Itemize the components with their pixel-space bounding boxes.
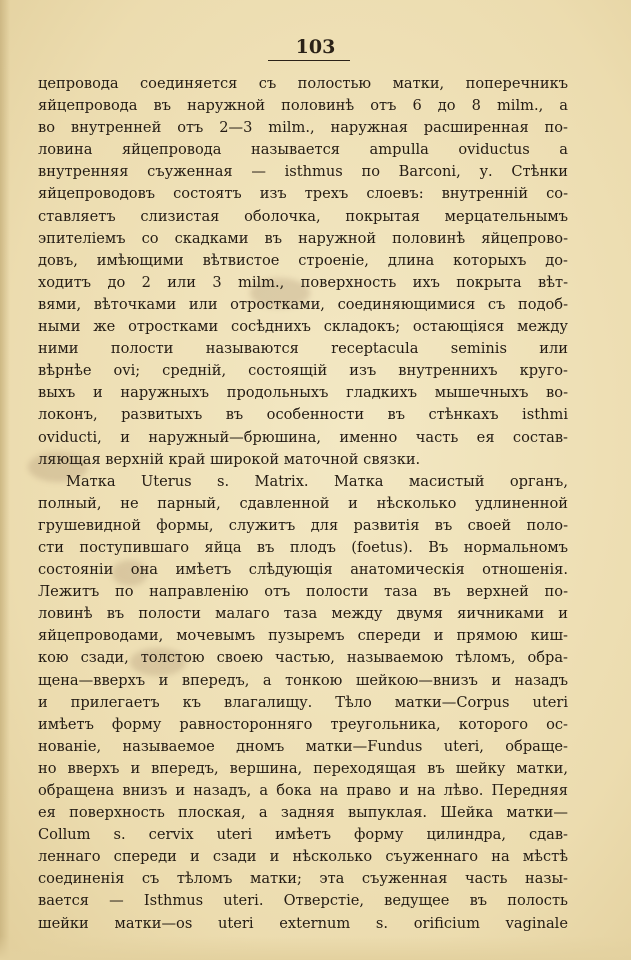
text-line: вѣрнѣе ovi; средній, состоящій изъ внутреннихъ круго- — [38, 362, 568, 380]
text-line: имѣетъ форму равносторонняго треугольника, которого ос- — [38, 715, 568, 733]
text-line: яйцепроводовъ состоятъ изъ трехъ слоевъ: внутренній со- — [38, 185, 568, 203]
text-line: шейки матки—os uteri externum s. orificium vaginale — [38, 914, 568, 932]
text-line: нованіе, называемое дномъ матки—Fundus uteri, обраще- — [38, 737, 568, 755]
text-line: довъ, имѣющими вѣтвистое строеніе, длина которыхъ до- — [38, 251, 568, 269]
text-line: состояніи она имѣетъ слѣдующія анатомическія отношенія. — [38, 561, 568, 579]
text-line: щена—вверхъ и впередъ, а тонкою шейкою—внизъ и назадъ — [38, 671, 568, 689]
text-line: выхъ и наружныхъ продольныхъ гладкихъ мышечныхъ во- — [38, 384, 568, 402]
text-line: цепровода соединяется съ полостью матки, поперечникъ — [38, 75, 568, 92]
text-line: вается — Isthmus uteri. Отверстіе, ведущее въ полость — [38, 892, 568, 910]
text-line: грушевидной формы, служитъ для развитія въ своей поло- — [38, 516, 568, 534]
paragraph-end-line: ляющая верхній край широкой маточной связки. — [38, 450, 421, 468]
text-line: внутренняя съуженная — isthmus по Barconi, у. Стѣнки — [38, 163, 568, 181]
text-line: сти поступившаго яйца въ плодъ (foetus). Въ нормальномъ — [38, 538, 568, 556]
text-line: локонъ, развитыхъ въ особенности въ стѣнкахъ isthmi — [38, 406, 568, 424]
text-line: ставляетъ слизистая оболочка, покрытая мерцательнымъ — [38, 207, 568, 225]
text-line: oviducti, и наружный—брюшина, именно часть ея состав- — [38, 428, 568, 446]
page-number: 103 — [295, 36, 336, 58]
text-line: вями, вѣточками или отростками, соединяющимися съ подоб- — [38, 295, 568, 313]
page-bottom-shadow — [0, 936, 631, 960]
page-edge-shadow — [0, 0, 10, 960]
body-text — [38, 73, 568, 935]
text-line: но вверхъ и впередъ, вершина, переходящая въ шейку матки, — [38, 759, 568, 777]
text-line: соединенія съ тѣломъ матки; эта съуженная часть назы- — [38, 870, 568, 888]
text-line: ными же отростками сосѣднихъ складокъ; остающіяся между — [38, 318, 568, 336]
text-line: во внутренней отъ 2—3 milm., наружная расширенная по- — [38, 119, 568, 137]
text-line: ними полости называются receptacula seminis или — [38, 340, 568, 358]
text-line: и прилегаетъ къ влагалищу. Тѣло матки—Corpus uteri — [38, 693, 568, 711]
text-line: леннаго спереди и сзади и нѣсколько съуженнаго на мѣстѣ — [38, 848, 568, 866]
text-line: Collum s. cervix uteri имѣетъ форму цилиндра, сдав- — [38, 826, 568, 844]
text-line: ловинѣ въ полости малаго таза между двумя яичниками и — [38, 605, 568, 623]
text-line: полный, не парный, сдавленной и нѣсколько удлиненной — [38, 494, 568, 512]
header-rule — [268, 60, 350, 61]
text-line: обращена внизъ и назадъ, а бока на право и на лѣво. Передняя — [38, 782, 568, 799]
text-line: ея поверхность плоская, а задняя выпуклая. Шейка матки— — [38, 804, 568, 822]
text-line: кою сзади, толстою своею частью, называемою тѣломъ, обра- — [38, 649, 568, 667]
text-line: яйцепроводами, мочевымъ пузыремъ спереди и прямою киш- — [38, 627, 568, 645]
text-line: Лежитъ по направленію отъ полости таза въ верхней по- — [38, 583, 568, 601]
text-line: ходитъ до 2 или 3 milm., поверхность ихъ покрыта вѣт- — [38, 273, 568, 291]
text-line: яйцепровода въ наружной половинѣ отъ 6 до 8 milm., а — [38, 97, 568, 115]
section-heading-line: Матка Uterus s. Matrix. Матка масистый органъ, — [66, 472, 568, 490]
text-line: эпителіемъ со скадками въ наружной половинѣ яйцепрово- — [38, 229, 568, 247]
text-line: ловина яйцепровода называется ampulla oviductus а — [38, 141, 568, 159]
